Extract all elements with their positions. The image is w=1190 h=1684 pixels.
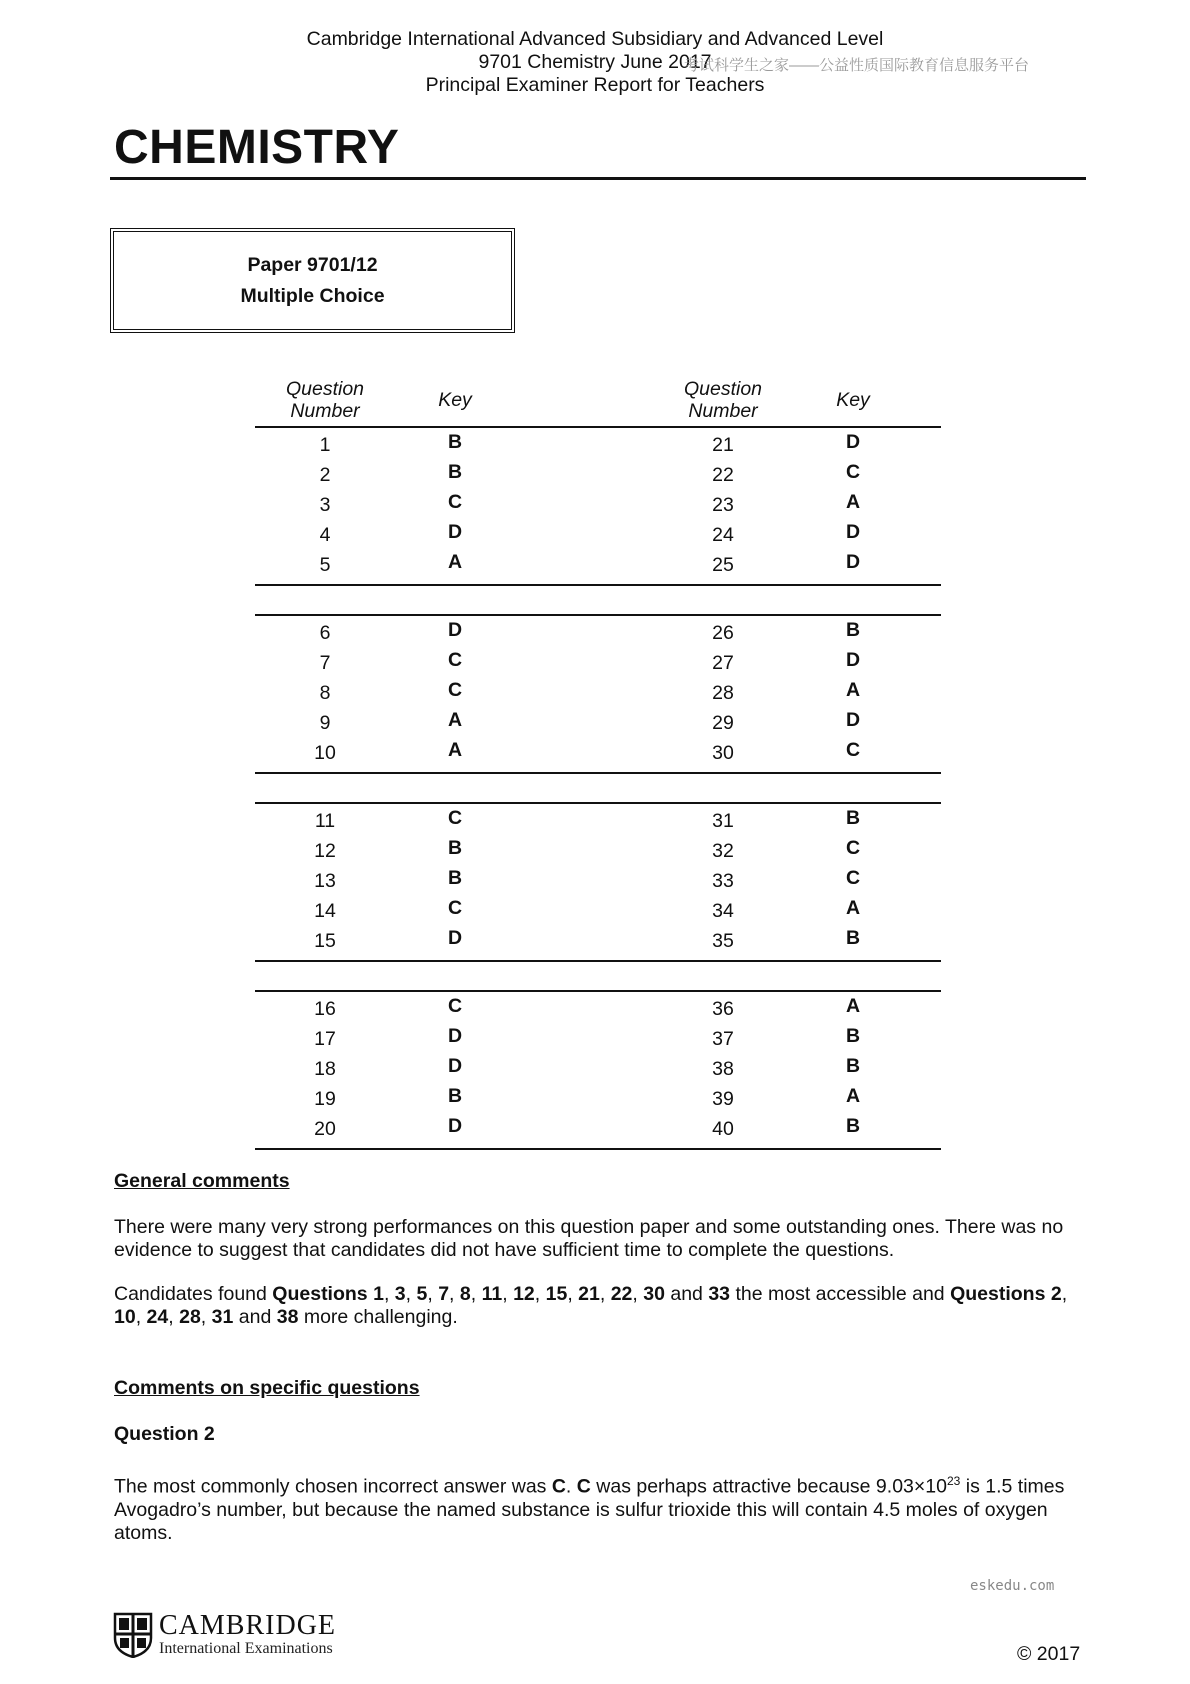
p2-q1-label: Questions: [272, 1283, 368, 1305]
question-number: 39: [712, 1088, 734, 1110]
answer-key: B: [845, 927, 861, 949]
question-number: 4: [319, 524, 331, 546]
question-ref: 28: [179, 1306, 201, 1328]
header-question-word: Question: [285, 378, 365, 400]
question-number: 13: [314, 870, 336, 892]
answer-key: B: [447, 431, 463, 453]
answer-key: C: [447, 897, 463, 919]
q2-mid: was perhaps attractive because 9.03×10: [590, 1475, 947, 1498]
answer-key: A: [447, 739, 463, 761]
p2-end: more challenging.: [298, 1306, 458, 1328]
question-number: 34: [712, 900, 734, 922]
question-number: 38: [712, 1058, 734, 1080]
table-row: [255, 866, 941, 896]
question-number: 17: [314, 1028, 336, 1050]
header-key-2: Key: [836, 389, 870, 411]
question-ref: 31: [211, 1306, 234, 1328]
answer-key: B: [845, 807, 861, 829]
question-number: 32: [712, 840, 734, 862]
question-number: 5: [319, 554, 331, 576]
question-ref: 33: [708, 1283, 731, 1305]
paper-code: Paper 9701/12: [247, 253, 378, 276]
list-separator: ,: [427, 1283, 439, 1305]
answer-key: C: [447, 807, 463, 829]
answer-key: D: [845, 521, 861, 543]
question-group: [255, 614, 941, 774]
answer-key: B: [845, 1025, 861, 1047]
question-ref: 5: [416, 1283, 428, 1305]
copyright-text: © 2017: [1017, 1643, 1081, 1665]
site-watermark: eskedu.com: [970, 1578, 1055, 1594]
answer-key: C: [845, 837, 861, 859]
table-row: [255, 1114, 941, 1144]
answer-key: B: [447, 837, 463, 859]
watermark-text: 考试科学生之家——公益性质国际教育信息服务平台: [684, 57, 1030, 74]
list-separator: ,: [567, 1283, 579, 1305]
question-number: 27: [712, 652, 734, 674]
table-row: [255, 1054, 941, 1084]
general-paragraph-1: There were many very strong performances on this question paper and some outstanding ones. There was no evidence to suggest that candidates did not have sufficient time to complete the questions.: [114, 1216, 1064, 1261]
subject-title: CHEMISTRY: [114, 121, 400, 174]
question-ref: 11: [481, 1283, 503, 1305]
group-spacer: [255, 586, 941, 614]
question-number: 11: [314, 810, 336, 832]
q2-answer-c-2: C: [576, 1475, 591, 1498]
general-paragraph-2: [114, 1283, 1080, 1329]
answer-key: C: [845, 461, 861, 483]
question-ref: 15: [545, 1283, 568, 1305]
question-number: 26: [712, 622, 734, 644]
answer-key: D: [845, 551, 861, 573]
paper-type: Multiple Choice: [240, 284, 385, 307]
table-header: [255, 378, 941, 426]
p2-q2-label: Questions: [950, 1283, 1046, 1305]
q2-answer-c-1: C: [551, 1475, 566, 1498]
list-separator: ,: [449, 1283, 460, 1305]
answer-key: D: [447, 927, 463, 949]
table-row: [255, 520, 941, 550]
answer-key: A: [845, 491, 861, 513]
p2-mid: the most accessible and: [730, 1283, 951, 1305]
header-number-word: Number: [688, 400, 758, 422]
group-spacer: [255, 774, 941, 802]
question-group: [255, 802, 941, 962]
answer-key: D: [845, 431, 861, 453]
question-ref: 3: [394, 1283, 406, 1305]
list-separator: ,: [534, 1283, 546, 1305]
table-row: [255, 490, 941, 520]
question-number: 29: [712, 712, 734, 734]
paper-info-box: [110, 228, 515, 333]
table-body: [255, 426, 941, 1150]
question-ref: 2: [1050, 1283, 1062, 1305]
general-heading-text: General comments: [114, 1170, 290, 1192]
list-separator: ,: [168, 1306, 180, 1328]
answer-key: B: [447, 867, 463, 889]
answer-key: D: [447, 1025, 463, 1047]
question-group: [255, 426, 941, 586]
question-ref: 8: [459, 1283, 471, 1305]
answer-key: C: [447, 491, 463, 513]
question-number: 10: [314, 742, 336, 764]
question-number: 14: [314, 900, 336, 922]
question-ref: 30: [643, 1283, 665, 1305]
answer-key: A: [845, 995, 861, 1017]
question-number: 3: [319, 494, 331, 516]
answer-key: C: [447, 679, 463, 701]
question-2-paragraph: [114, 1470, 1080, 1545]
question-number: 30: [712, 742, 734, 764]
answer-key: B: [845, 1115, 861, 1137]
list-separator: ,: [599, 1283, 611, 1305]
list-separator: ,: [632, 1283, 644, 1305]
question-group: [255, 990, 941, 1150]
question-number: 15: [314, 930, 336, 952]
question-ref: 38: [276, 1306, 299, 1328]
table-row: [255, 836, 941, 866]
header-line-1: Cambridge International Advanced Subsidiary and Advanced Level: [306, 28, 884, 50]
list-separator: ,: [200, 1306, 212, 1328]
question-number: 9: [319, 712, 331, 734]
question-number: 6: [319, 622, 331, 644]
question-number: 7: [319, 652, 331, 674]
answer-key: B: [447, 461, 463, 483]
header-question-word: Question: [683, 378, 763, 400]
specific-heading-text: Comments on specific questions: [114, 1377, 420, 1399]
answer-key: A: [447, 551, 463, 573]
logo-sub-text: International Examinations: [159, 1640, 333, 1657]
header-question-number-2: [668, 378, 778, 422]
answer-key: D: [845, 649, 861, 671]
question-number: 37: [712, 1028, 734, 1050]
answer-key: D: [447, 521, 463, 543]
q2-post: is 1.5 times Avogadro’s number, but because the named substance is sulfur trioxide this will contain 4.5 moles of oxygen atoms.: [114, 1475, 1065, 1544]
question-number: 40: [712, 1118, 734, 1140]
list-separator: ,: [383, 1283, 395, 1305]
header-line-2: 9701 Chemistry June 2017: [478, 51, 712, 73]
p2-pre: Candidates found: [114, 1283, 273, 1305]
answer-key: C: [447, 649, 463, 671]
question-number: 19: [314, 1088, 336, 1110]
table-row: [255, 896, 941, 926]
question-number: 18: [314, 1058, 336, 1080]
question-ref: 21: [578, 1283, 600, 1305]
table-row: [255, 648, 941, 678]
list-separator: ,: [405, 1283, 417, 1305]
answer-key: D: [845, 709, 861, 731]
answer-key: A: [845, 897, 861, 919]
group-spacer: [255, 962, 941, 990]
question-number: 31: [712, 810, 734, 832]
question-number: 28: [712, 682, 734, 704]
specific-comments-heading: [114, 1377, 1080, 1400]
q2-exponent: 23: [946, 1474, 961, 1488]
answer-key: C: [845, 739, 861, 761]
question-number: 16: [314, 998, 336, 1020]
question-number: 2: [319, 464, 331, 486]
question-ref: 12: [513, 1283, 535, 1305]
question-number: 23: [712, 494, 734, 516]
answer-key: D: [447, 1115, 463, 1137]
question-2-heading: [114, 1423, 1080, 1446]
title-rule: [110, 177, 1086, 180]
table-row: [255, 708, 941, 738]
list-separator: and: [664, 1283, 709, 1305]
header-number-word: Number: [290, 400, 360, 422]
question-number: 35: [712, 930, 734, 952]
answer-key: D: [447, 619, 463, 641]
list-separator: ,: [470, 1283, 482, 1305]
accessible-questions-list: [373, 1283, 730, 1305]
list-separator: ,: [135, 1306, 147, 1328]
logo-main-text: CAMBRIDGE: [159, 1610, 337, 1641]
question-number: 21: [712, 434, 734, 456]
q2-pre: The most commonly chosen incorrect answer was: [114, 1475, 552, 1498]
question-number: 33: [712, 870, 734, 892]
question-number: 1: [319, 434, 331, 456]
list-separator: and: [233, 1306, 277, 1328]
table-row: [255, 926, 941, 956]
question-ref: 10: [114, 1306, 136, 1328]
list-separator: ,: [1061, 1283, 1068, 1305]
table-row: [255, 618, 941, 648]
question-ref: 1: [373, 1283, 384, 1305]
question-number: 20: [314, 1118, 336, 1140]
answer-key: A: [447, 709, 463, 731]
question-number: 24: [712, 524, 734, 546]
table-row: [255, 994, 941, 1024]
question-ref: 24: [146, 1306, 169, 1328]
general-comments-heading: [114, 1170, 1080, 1193]
table-row: [255, 430, 941, 460]
question-number: 25: [712, 554, 734, 576]
answer-key: B: [845, 1055, 861, 1077]
list-separator: ,: [502, 1283, 514, 1305]
answer-key-table: [255, 378, 941, 1150]
answer-key: B: [447, 1085, 463, 1107]
question-ref: 7: [438, 1283, 450, 1305]
table-row: [255, 738, 941, 768]
table-row: [255, 550, 941, 580]
table-row: [255, 678, 941, 708]
table-row: [255, 1024, 941, 1054]
header-question-number-1: [270, 378, 380, 422]
crest-icon: [113, 1612, 153, 1658]
header-key-1: Key: [438, 389, 472, 411]
question-2-heading-text: Question 2: [114, 1423, 215, 1445]
answer-key: A: [845, 679, 861, 701]
answer-key: C: [447, 995, 463, 1017]
table-row: [255, 1084, 941, 1114]
cambridge-logo: [113, 1612, 336, 1658]
question-number: 8: [319, 682, 331, 704]
table-row: [255, 806, 941, 836]
answer-key: A: [845, 1085, 861, 1107]
question-number: 12: [314, 840, 336, 862]
table-row: [255, 460, 941, 490]
question-ref: 22: [610, 1283, 633, 1305]
answer-key: B: [845, 619, 861, 641]
answer-key: D: [447, 1055, 463, 1077]
question-number: 36: [712, 998, 734, 1020]
answer-key: C: [845, 867, 861, 889]
q2-dot: .: [565, 1475, 577, 1498]
header-line-3: Principal Examiner Report for Teachers: [425, 74, 765, 96]
question-number: 22: [712, 464, 734, 486]
